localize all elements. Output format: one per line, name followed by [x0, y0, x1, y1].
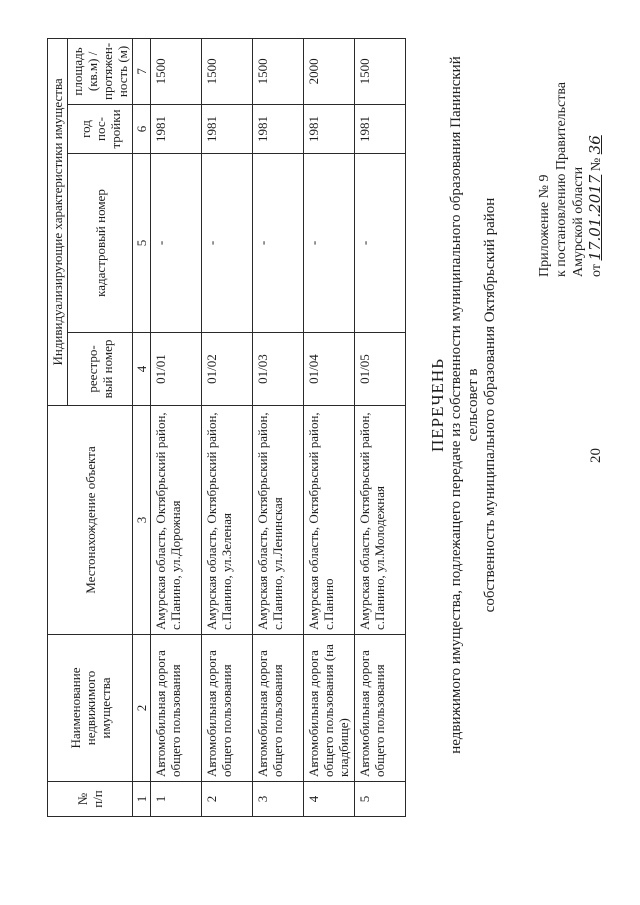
index-cell: 7: [133, 38, 151, 104]
header-area: площадь (кв.м) / протяжен-ность (м): [68, 38, 133, 104]
cell-name: Автомобильная дорога общего пользования (на кладбище): [304, 635, 355, 782]
appendix-region: Амурской области: [571, 166, 586, 277]
cell-registry: 01/05: [355, 333, 406, 406]
cell-year: 1981: [202, 105, 253, 154]
cell-name: Автомобильная дорога общего пользования: [253, 635, 304, 782]
index-cell: 3: [133, 406, 151, 635]
cell-registry: 01/01: [151, 333, 202, 406]
document-heading: [428, 55, 499, 755]
appendix-date-line: [587, 82, 605, 277]
cell-name: Автомобильная дорога общего пользования: [355, 635, 406, 782]
index-cell: 6: [133, 105, 151, 154]
cell-year: 1981: [304, 105, 355, 154]
cell-area: 2000: [304, 38, 355, 104]
cell-registry: 01/03: [253, 333, 304, 406]
cell-registry: 01/02: [202, 333, 253, 406]
table-header-row: [48, 38, 68, 816]
appendix-reference: к постановлению Правительства: [554, 81, 569, 277]
cell-num: 2: [202, 782, 253, 817]
page-number: 20: [588, 448, 604, 463]
index-cell: 5: [133, 154, 151, 333]
heading-line-1: недвижимого имущества, подлежащего передаче из собственности муниципального образования Панинский сельсовет в: [448, 56, 481, 754]
cell-area: 1500: [253, 38, 304, 104]
appendix-block: [536, 82, 605, 277]
header-cadastral: кадастровый номер: [68, 154, 133, 333]
cell-cadastral: -: [304, 154, 355, 333]
property-table: [47, 38, 406, 817]
cell-location: Амурская область, Октябрьский район, с.Панино, ул.Ленинская: [253, 406, 304, 635]
table-row: [151, 38, 202, 816]
table-index-row: [133, 38, 151, 816]
index-cell: 1: [133, 782, 151, 817]
header-name: Наименование недвижимого имущества: [48, 635, 133, 782]
cell-location: Амурская область, Октябрьский район, с.Панино, ул.Зеленая: [202, 406, 253, 635]
cell-area: 1500: [151, 38, 202, 104]
table-row: [202, 38, 253, 816]
cell-cadastral: -: [202, 154, 253, 333]
cell-registry: 01/04: [304, 333, 355, 406]
header-location: Местонахождение объекта: [48, 406, 133, 635]
cell-location: Амурская область, Октябрьский район, с.Панино, ул.Молодежная: [355, 406, 406, 635]
number-prefix: №: [589, 157, 604, 172]
index-cell: 2: [133, 635, 151, 782]
cell-num: 3: [253, 782, 304, 817]
cell-year: 1981: [151, 105, 202, 154]
header-registry: реестро-вый номер: [68, 333, 133, 406]
handwritten-date: 17.01.2017: [586, 174, 604, 261]
table-row: [304, 38, 355, 816]
handwritten-number: 36: [586, 135, 604, 155]
cell-num: 5: [355, 782, 406, 817]
date-prefix: от: [589, 264, 604, 277]
header-year: год пос-тройки: [68, 105, 133, 154]
cell-year: 1981: [355, 105, 406, 154]
cell-area: 1500: [202, 38, 253, 104]
cell-name: Автомобильная дорога общего пользования: [202, 635, 253, 782]
table-row: [253, 38, 304, 816]
cell-cadastral: -: [151, 154, 202, 333]
cell-location: Амурская область, Октябрьский район, с.Панино, ул.Дорожная: [151, 406, 202, 635]
cell-area: 1500: [355, 38, 406, 104]
cell-cadastral: -: [253, 154, 304, 333]
cell-num: 1: [151, 782, 202, 817]
heading-line-2: собственность муниципального образования Октябрьский район: [482, 197, 498, 613]
heading-title: ПЕРЕЧЕНЬ: [428, 358, 447, 452]
cell-name: Автомобильная дорога общего пользования: [151, 635, 202, 782]
cell-location: Амурская область, Октябрьский район, с.Панино: [304, 406, 355, 635]
appendix-title: Приложение № 9: [537, 174, 552, 277]
index-cell: 4: [133, 333, 151, 406]
cell-cadastral: -: [355, 154, 406, 333]
header-characteristics: Индивидуализирующие характеристики имущества: [48, 38, 68, 405]
header-num: № п/п: [48, 782, 133, 817]
cell-year: 1981: [253, 105, 304, 154]
cell-num: 4: [304, 782, 355, 817]
table-row: [355, 38, 406, 816]
